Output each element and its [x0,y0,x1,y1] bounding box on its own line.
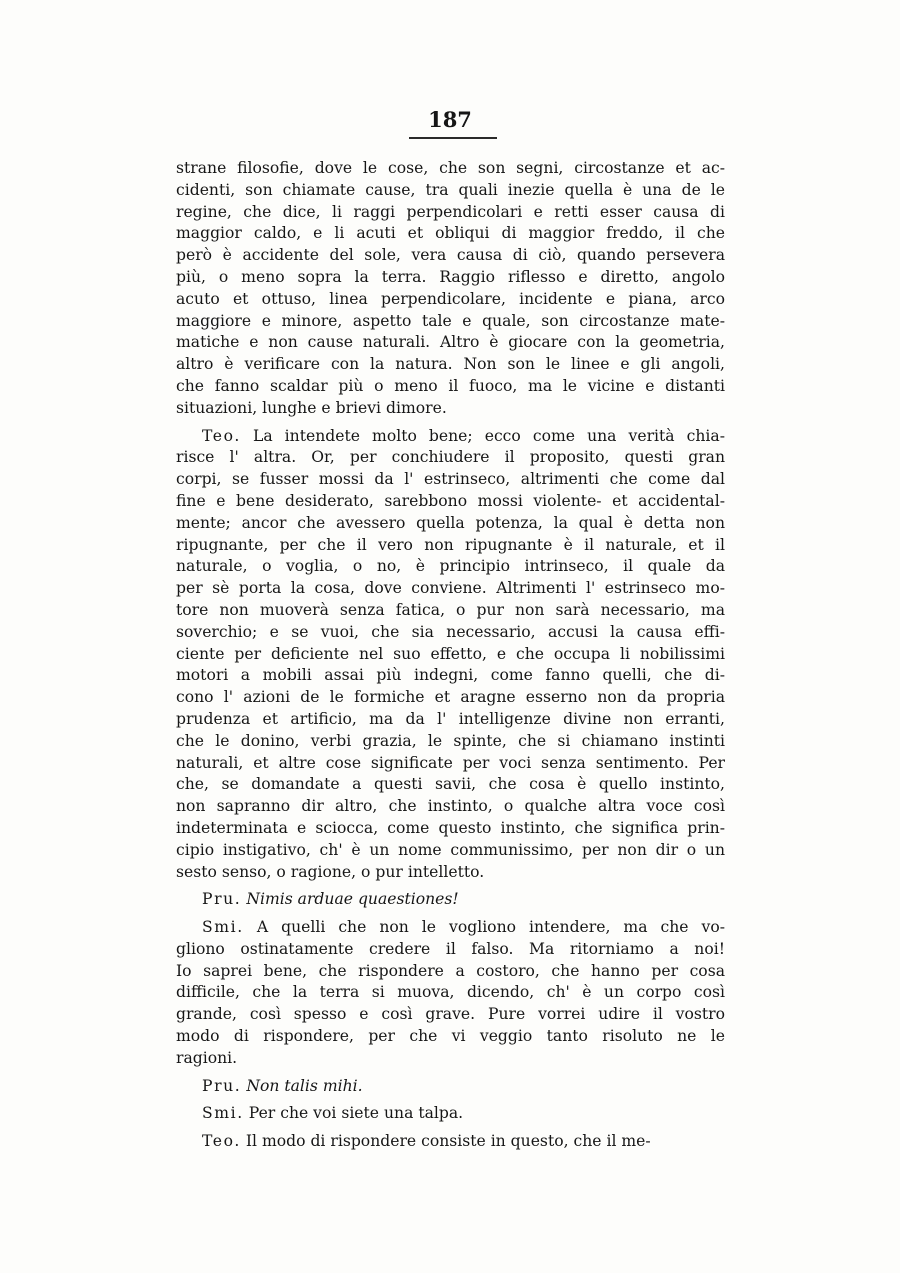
text-line: indeterminata e sciocca, come questo instinto, che significa prin- [176,818,725,837]
dialogue-paragraph [176,889,725,911]
text-line: acuto et ottuso, linea perpendicolare, incidente e piana, arco [176,289,725,308]
dialogue-paragraph [176,426,725,884]
text-line: prudenza et artificio, ma da l' intelligenze divine non erranti, [176,709,725,728]
text-line: cidenti, son chiamate cause, tra quali inezie quella è una de le [176,180,725,199]
page-number: 187 [428,107,472,132]
text-line: naturale, o voglia, o no, è principio intrinseco, il quale da [176,557,725,576]
text-line [176,917,725,939]
page-number-rule [409,137,497,139]
text-line: più, o meno sopra la terra. Raggio riflesso e diretto, angolo [176,267,725,286]
dialogue-paragraph [176,1131,725,1153]
dialogue-paragraph [176,917,725,1070]
text-line: fine e bene desiderato, sarebbono mossi violente- et accidental- [176,491,725,510]
text-line: grande, così spesso e così grave. Pure vorrei udire il vostro [176,1005,725,1024]
speech-text: Per che voi siete una talpa. [243,1104,464,1123]
paragraph [176,158,725,420]
text-line [176,889,725,911]
text-line: modo di rispondere, per che vi veggio tanto risoluto ne le [176,1027,725,1046]
text-line: maggior caldo, e li acuti et obliqui di maggior freddo, il che [176,224,725,243]
text-line [176,1103,725,1125]
dialogue-paragraph [176,1076,725,1098]
text-line: cono l' azioni de le formiche et aragne esserno non da propria [176,688,725,707]
text-line: risce l' altra. Or, per conchiudere il proposito, questi gran [176,448,725,467]
text-line: altro è verificare con la natura. Non son le linee e gli angoli, [176,355,725,374]
text-line: naturali, et altre cose significate per voci senza sentimento. Per [176,753,725,772]
text-line: che fanno scaldar più o meno il fuoco, ma le vicine e distanti [176,376,725,395]
speaker-label: Smi. [202,1104,244,1123]
text-line: tore non muoverà senza fatica, o pur non sarà necessario, ma [176,600,725,619]
dialogue-paragraph [176,1103,725,1125]
text-line: soverchio; e se vuoi, che sia necessario, accusi la causa effi- [176,622,725,641]
speaker-label: Teo. [202,426,241,445]
text-line [176,1076,725,1098]
text-line: matiche e non cause naturali. Altro è giocare con la geometria, [176,333,725,352]
speech-text: A quelli che non le vogliono intendere, ma che vo- [243,918,725,937]
speech-text: Nimis arduae quaestiones! [241,890,459,909]
text-line: difficile, che la terra si muova, dicendo, ch' è un corpo così [176,983,725,1002]
text-line: mente; ancor che avessero quella potenza, la qual è detta non [176,513,725,532]
body-text [176,158,725,1153]
speaker-label: Teo. [202,1132,241,1151]
text-line: però è accidente del sole, vera causa di ciò, quando persevera [176,246,725,265]
text-line: ripugnante, per che il vero non ripugnante è il naturale, et il [176,535,725,554]
text-line: gliono ostinatamente credere il falso. Ma ritorniamo a noi! [176,939,725,958]
speech-text: Il modo di rispondere consiste in questo, che il me- [240,1132,651,1151]
text-line: corpi, se fusser mossi da l' estrinseco, altrimenti che come dal [176,470,725,489]
text-line: motori a mobili assai più indegni, come fanno quelli, che di- [176,666,725,685]
text-line: strane filosofie, dove le cose, che son segni, circostanze et ac- [176,159,725,177]
text-line: maggiore e minore, aspetto tale e quale, son circostanze mate- [176,311,725,330]
text-line: non sapranno dir altro, che instinto, o qualche altra voce così [176,797,725,816]
text-line: che le donino, verbi grazia, le spinte, che si chiamano instinti [176,731,725,750]
text-line: regine, che dice, li raggi perpendicolari e retti esser causa di [176,202,725,221]
text-line [176,426,725,448]
text-line: sesto senso, o ragione, o pur intelletto. [176,862,485,881]
text-line: per sè porta la cosa, dove conviene. Altrimenti l' estrinseco mo- [176,579,725,598]
text-line: situazioni, lunghe e brievi dimore. [176,398,447,417]
text-line: ragioni. [176,1048,238,1067]
text-line: Io saprei bene, che rispondere a costoro, che hanno per cosa [176,961,725,980]
text-line: cipio instigativo, ch' è un nome communissimo, per non dir o un [176,840,725,859]
speaker-label: Pru. [202,890,242,909]
text-line: ciente per deficiente nel suo effetto, e che occupa li nobilissimi [176,644,725,663]
speaker-label: Smi. [202,918,244,937]
text-line: che, se domandate a questi savii, che cosa è quello instinto, [176,775,725,794]
text-line [176,1131,725,1153]
speaker-label: Pru. [202,1076,242,1095]
speech-text: Non talis mihi. [241,1076,363,1095]
speech-text: La intendete molto bene; ecco come una verità chia- [240,426,725,445]
